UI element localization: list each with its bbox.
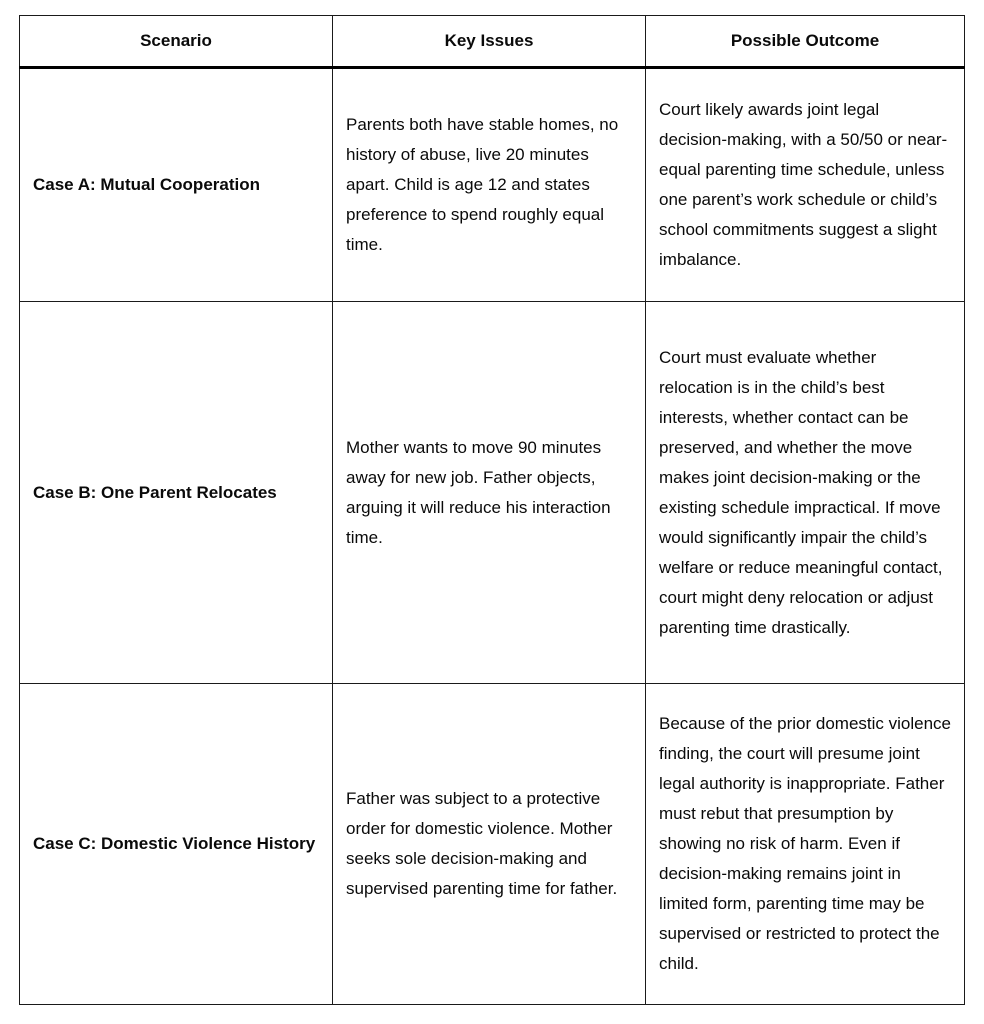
case-b-outcome-cell: Court must evaluate whether relocation is in the child’s best interests, whether contact can be preserved, and whether the move makes joint decision-making or the existing schedule impractical. If move would significantly impair the child’s welfare or reduce meaningful contact, court might deny relocation or adjust parenting time drastically. (646, 302, 965, 684)
table-row-case-a (20, 68, 965, 302)
case-b-scenario-cell: Case B: One Parent Relocates (20, 302, 333, 684)
case-c-scenario-cell: Case C: Domestic Violence History (20, 684, 333, 1005)
column-header-possible-outcome: Possible Outcome (646, 16, 965, 68)
case-comparison-table-container (19, 15, 965, 1005)
case-c-outcome-cell: Because of the prior domestic violence finding, the court will presume joint legal authority is inappropriate. Father must rebut that presumption by showing no risk of harm. Even if decision-making remains joint in limited form, parenting time may be supervised or restricted to protect the child. (646, 684, 965, 1005)
table-header-row (20, 16, 965, 68)
table-row-case-c (20, 684, 965, 1005)
table-row-case-b (20, 302, 965, 684)
case-a-outcome-cell: Court likely awards joint legal decision-making, with a 50/50 or near-equal parenting time schedule, unless one parent’s work schedule or child’s school commitments suggest a slight imbalance. (646, 68, 965, 302)
column-header-key-issues: Key Issues (333, 16, 646, 68)
case-comparison-table (19, 15, 965, 1005)
case-b-key-issues-cell: Mother wants to move 90 minutes away for new job. Father objects, arguing it will reduce his interaction time. (333, 302, 646, 684)
case-a-key-issues-cell: Parents both have stable homes, no history of abuse, live 20 minutes apart. Child is age 12 and states preference to spend roughly equal time. (333, 68, 646, 302)
case-c-key-issues-cell: Father was subject to a protective order for domestic violence. Mother seeks sole decision-making and supervised parenting time for father. (333, 684, 646, 1005)
case-a-scenario-cell: Case A: Mutual Cooperation (20, 68, 333, 302)
column-header-scenario: Scenario (20, 16, 333, 68)
